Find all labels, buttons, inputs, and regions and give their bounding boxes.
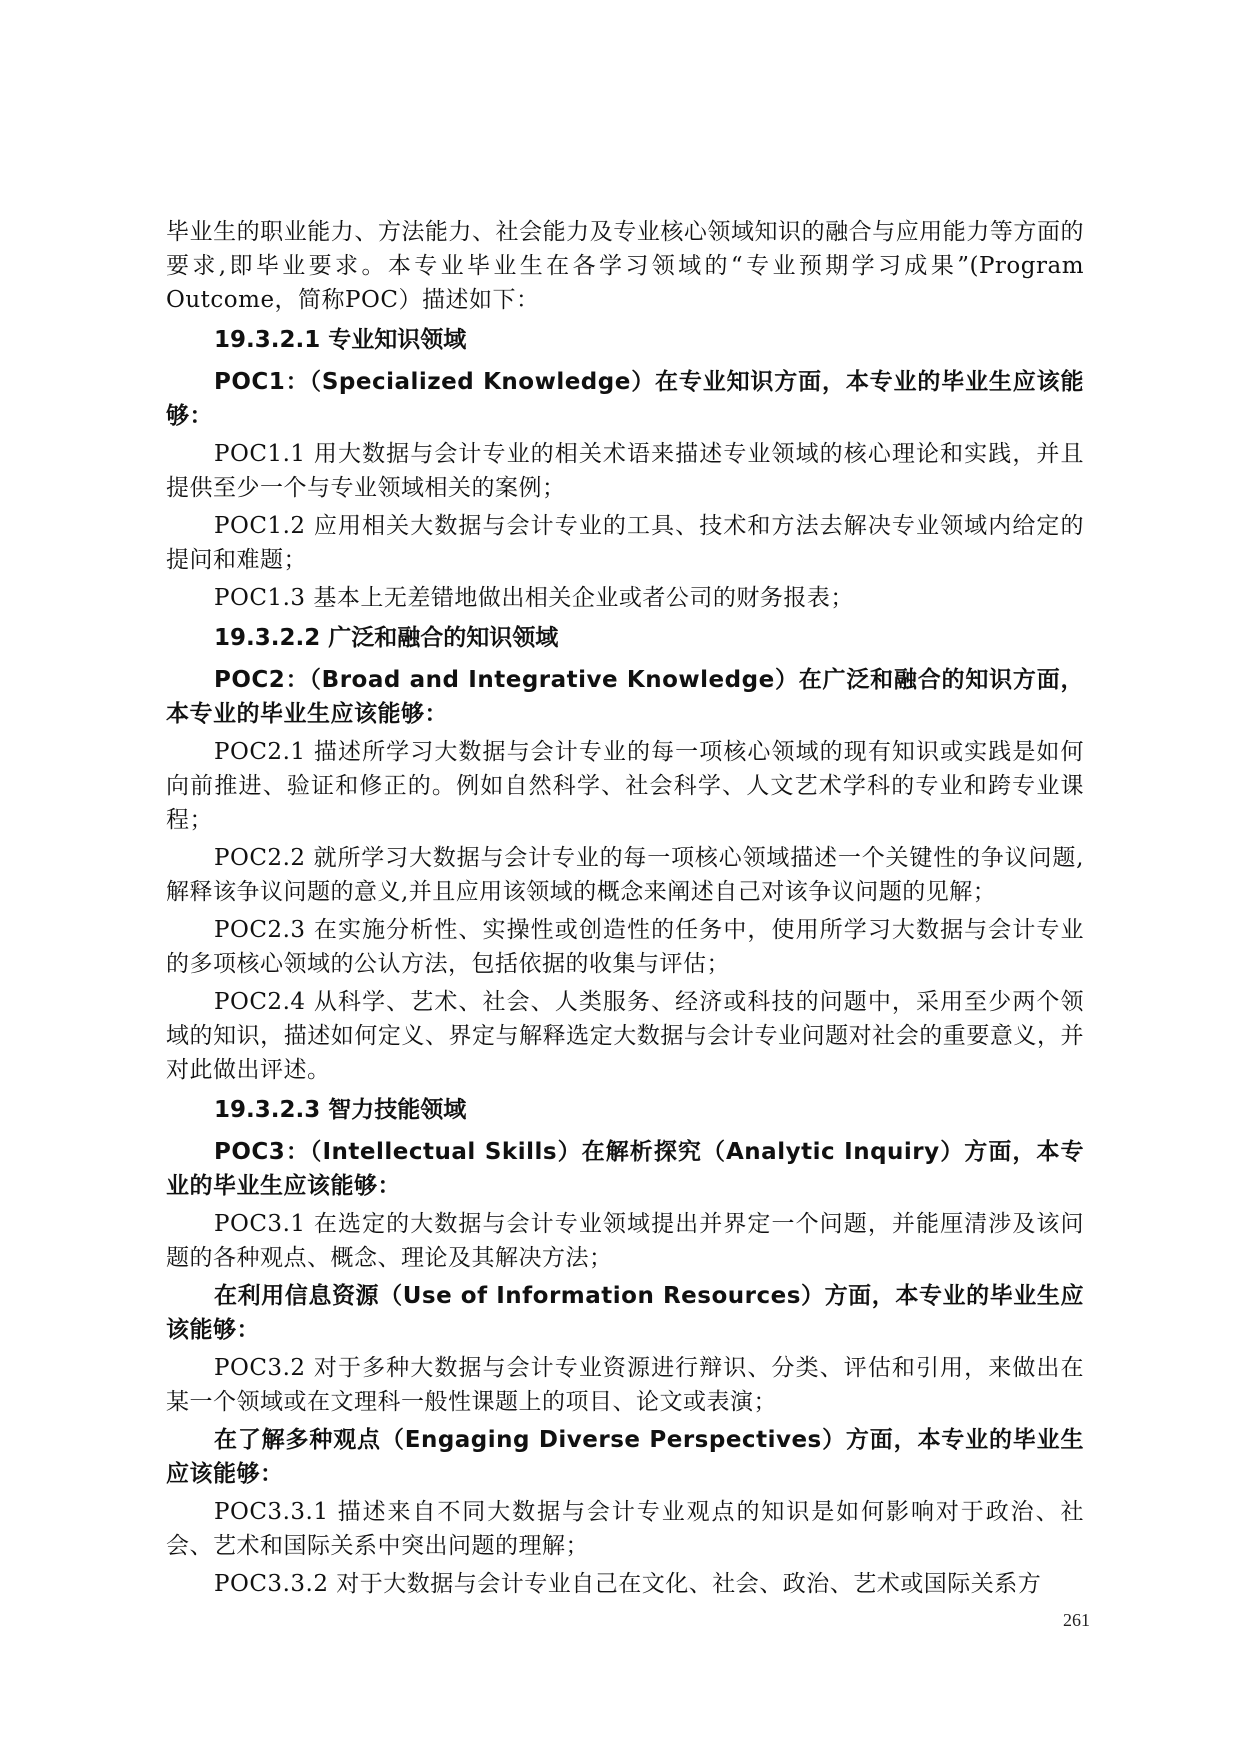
- paragraph: POC2.1 描述所学习大数据与会计专业的每一项核心领域的现有知识或实践是如何向前推进、验证和修正的。例如自然科学、社会科学、人文艺术学科的专业和跨专业课程；: [166, 739, 1084, 833]
- bold-paragraph: POC2：（Broad and Integrative Knowledge）在广泛和融合的知识方面，本专业的毕业生应该能够：: [166, 667, 1084, 727]
- paragraph: POC1.2 应用相关大数据与会计专业的工具、技术和方法去解决专业领域内给定的提问和难题；: [166, 513, 1084, 573]
- bold-paragraph: 在利用信息资源（Use of Information Resources）方面，本专业的毕业生应该能够：: [166, 1283, 1084, 1343]
- paragraph: POC3.2 对于多种大数据与会计专业资源进行辩识、分类、评估和引用，来做出在某一个领域或在文理科一般性课题上的项目、论文或表演；: [166, 1355, 1084, 1415]
- section-heading: 19.3.2.3 智力技能领域: [214, 1097, 467, 1123]
- document-body: [166, 215, 1084, 1605]
- paragraph: POC2.2 就所学习大数据与会计专业的每一项核心领域描述一个关键性的争议问题,解释该争议问题的意义,并且应用该领域的概念来阐述自己对该争议问题的见解；: [166, 845, 1084, 905]
- paragraph: POC1.1 用大数据与会计专业的相关术语来描述专业领域的核心理论和实践，并且提供至少一个与专业领域相关的案例；: [166, 441, 1084, 501]
- paragraph: POC3.3.2 对于大数据与会计专业自己在文化、社会、政治、艺术或国际关系方: [214, 1571, 1042, 1597]
- bold-paragraph: 在了解多种观点（Engaging Diverse Perspectives）方面，本专业的毕业生应该能够：: [166, 1427, 1084, 1487]
- paragraph: POC2.3 在实施分析性、实操性或创造性的任务中，使用所学习大数据与会计专业的多项核心领域的公认方法，包括依据的收集与评估；: [166, 917, 1084, 977]
- bold-paragraph: POC3：（Intellectual Skills）在解析探究（Analytic Inquiry）方面，本专业的毕业生应该能够：: [166, 1139, 1084, 1199]
- page-number: 261: [1063, 1610, 1090, 1630]
- section-heading: 19.3.2.2 广泛和融合的知识领域: [214, 625, 559, 651]
- paragraph: POC3.1 在选定的大数据与会计专业领域提出并界定一个问题，并能厘清涉及该问题的各种观点、概念、理论及其解决方法；: [166, 1211, 1084, 1271]
- paragraph: POC1.3 基本上无差错地做出相关企业或者公司的财务报表；: [214, 585, 854, 611]
- section-heading: 19.3.2.1 专业知识领域: [214, 327, 467, 353]
- paragraph: 毕业生的职业能力、方法能力、社会能力及专业核心领域知识的融合与应用能力等方面的要求,即毕业要求。本专业毕业生在各学习领域的“专业预期学习成果”(Program Outcome，简称POC）描述如下：: [166, 219, 1084, 313]
- paragraph: POC2.4 从科学、艺术、社会、人类服务、经济或科技的问题中，采用至少两个领域的知识，描述如何定义、界定与解释选定大数据与会计专业问题对社会的重要意义，并对此做出评述。: [166, 989, 1084, 1083]
- paragraph: POC3.3.1 描述来自不同大数据与会计专业观点的知识是如何影响对于政治、社会、艺术和国际关系中突出问题的理解；: [166, 1499, 1084, 1559]
- bold-paragraph: POC1：（Specialized Knowledge）在专业知识方面，本专业的毕业生应该能够：: [166, 369, 1084, 429]
